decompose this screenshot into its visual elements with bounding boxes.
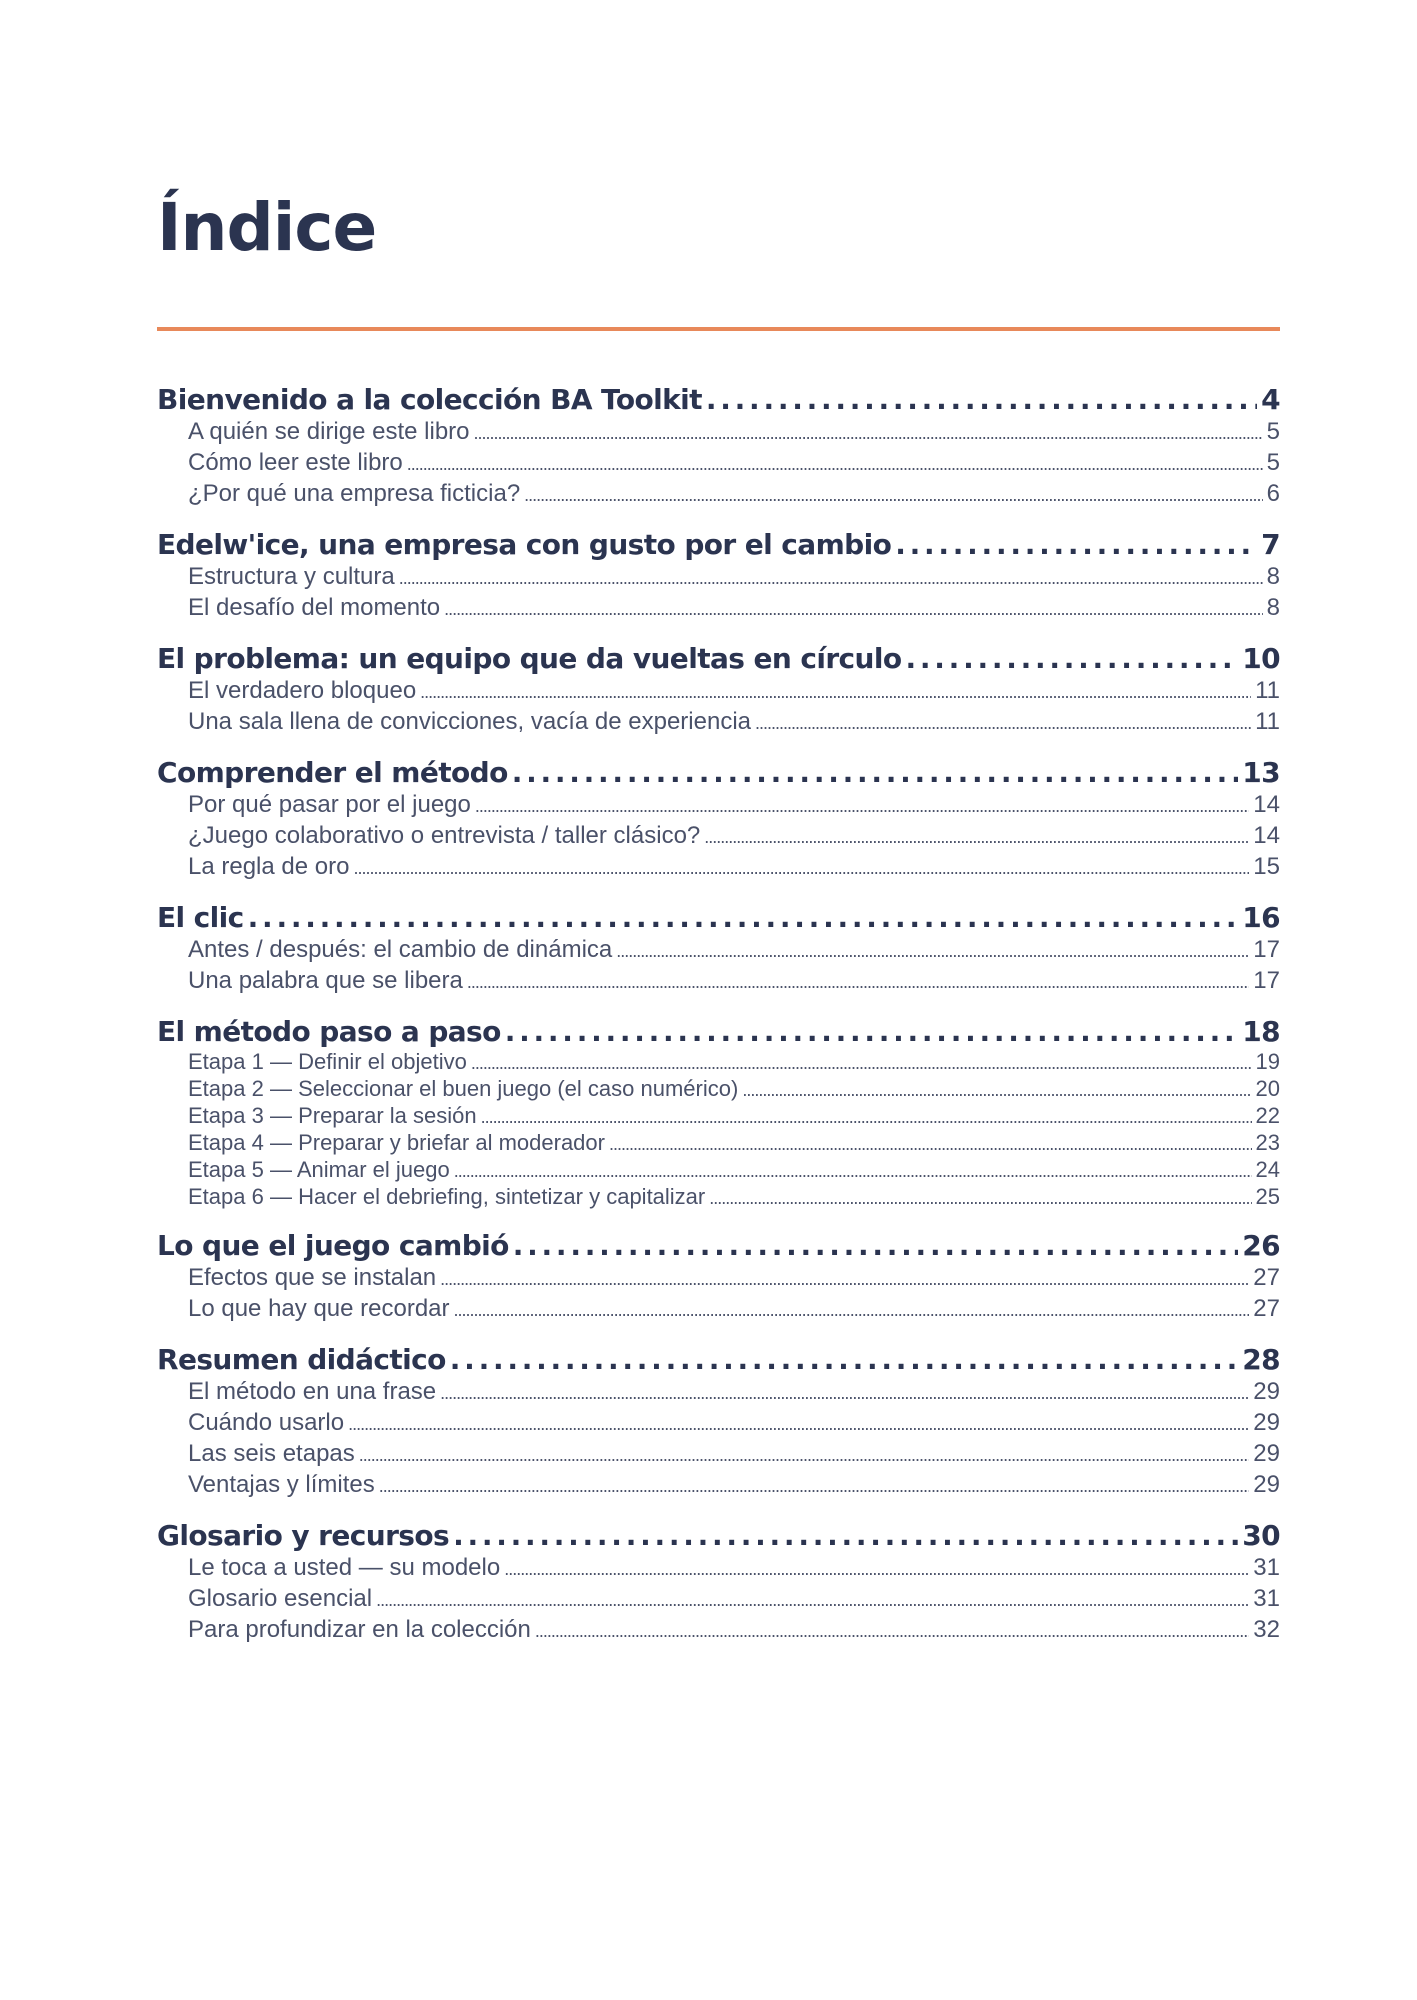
toc-subsection-entry[interactable] (157, 1470, 1280, 1501)
toc-subsection-entry[interactable] (157, 707, 1280, 738)
toc-dot-leader (444, 593, 1263, 624)
toc-subsection-page: 20 (1255, 1076, 1280, 1101)
toc-dot-leader (906, 642, 1239, 676)
toc-section (157, 756, 1280, 883)
toc-dot-leader (407, 448, 1263, 479)
toc-subsection-entry[interactable] (157, 1294, 1280, 1325)
toc-dot-leader (616, 935, 1249, 966)
toc-chapter-page: 28 (1242, 1343, 1280, 1376)
toc-subsection-page: 22 (1255, 1103, 1280, 1128)
toc-subsection-page: 29 (1253, 1409, 1280, 1436)
toc-dot-leader (513, 1229, 1238, 1263)
toc-subsection-title: El desafío del momento (188, 594, 441, 621)
toc-subsection-page: 6 (1266, 480, 1280, 507)
toc-section (157, 901, 1280, 997)
toc-subsection-title: Antes / después: el cambio de dinámica (188, 936, 613, 963)
toc-subsection-page: 15 (1253, 853, 1280, 880)
toc-dot-leader (440, 1263, 1249, 1294)
toc-chapter-entry[interactable] (157, 1343, 1280, 1377)
toc-chapter-title: Lo que el juego cambió (157, 1229, 509, 1262)
toc-subsection-entry[interactable] (157, 448, 1280, 479)
toc-subsection-page: 32 (1253, 1616, 1280, 1643)
toc-subsection-title: Estructura y cultura (188, 563, 395, 590)
table-of-contents (157, 383, 1280, 1664)
toc-subsection-title: Por qué pasar por el juego (188, 791, 471, 818)
toc-dot-leader (471, 1049, 1252, 1076)
toc-dot-leader (481, 1103, 1252, 1130)
toc-subsection-entry[interactable] (157, 1584, 1280, 1615)
toc-subsection-page: 29 (1253, 1378, 1280, 1405)
toc-subsection-entry[interactable] (157, 1184, 1280, 1211)
toc-subsection-title: Cuándo usarlo (188, 1409, 345, 1436)
toc-subsection-title: Cómo leer este libro (188, 449, 403, 476)
toc-subsection-entry[interactable] (157, 676, 1280, 707)
toc-chapter-page: 26 (1242, 1229, 1280, 1262)
toc-subsection-title: La regla de oro (188, 853, 350, 880)
toc-subsection-title: El verdadero bloqueo (188, 677, 417, 704)
toc-subsection-title: A quién se dirige este libro (188, 418, 470, 445)
toc-dot-leader (895, 528, 1257, 562)
toc-subsection-title: Etapa 1 — Definir el objetivo (188, 1049, 467, 1074)
toc-subsection-entry[interactable] (157, 821, 1280, 852)
toc-chapter-page: 30 (1242, 1519, 1280, 1552)
toc-chapter-page: 13 (1242, 756, 1280, 789)
toc-subsection-title: Etapa 6 — Hacer el debriefing, sintetizar y capitalizar (188, 1184, 706, 1209)
toc-chapter-entry[interactable] (157, 383, 1280, 417)
toc-dot-leader (524, 479, 1262, 510)
toc-subsection-title: Lo que hay que recordar (188, 1295, 450, 1322)
toc-chapter-title: El problema: un equipo que da vueltas en círculo (157, 642, 902, 675)
toc-subsection-entry[interactable] (157, 1553, 1280, 1584)
toc-dot-leader (454, 1294, 1250, 1325)
toc-subsection-title: Una palabra que se libera (188, 967, 463, 994)
toc-subsection-page: 5 (1266, 418, 1280, 445)
toc-subsection-title: Para profundizar en la colección (188, 1616, 531, 1643)
toc-chapter-entry[interactable] (157, 1519, 1280, 1553)
toc-section (157, 1229, 1280, 1325)
toc-dot-leader (535, 1615, 1249, 1646)
toc-section (157, 383, 1280, 510)
toc-dot-leader (475, 790, 1249, 821)
toc-subsection-title: Le toca a usted — su modelo (188, 1554, 501, 1581)
toc-dot-leader (379, 1470, 1250, 1501)
toc-subsection-entry[interactable] (157, 417, 1280, 448)
toc-dot-leader (474, 417, 1263, 448)
toc-subsection-entry[interactable] (157, 593, 1280, 624)
toc-subsection-title: ¿Por qué una empresa ficticia? (188, 480, 521, 507)
toc-chapter-title: Edelw'ice, una empresa con gusto por el cambio (157, 528, 892, 561)
toc-dot-leader (467, 966, 1249, 997)
toc-subsection-title: Ventajas y límites (188, 1471, 375, 1498)
toc-chapter-page: 10 (1242, 642, 1280, 675)
toc-subsection-entry[interactable] (157, 1157, 1280, 1184)
toc-dot-leader (709, 1184, 1251, 1211)
toc-chapter-page: 18 (1242, 1015, 1280, 1048)
toc-dot-leader (706, 383, 1257, 417)
toc-subsection-page: 17 (1253, 967, 1280, 994)
toc-subsection-entry[interactable] (157, 1263, 1280, 1294)
toc-subsection-entry[interactable] (157, 1377, 1280, 1408)
toc-subsection-entry[interactable] (157, 935, 1280, 966)
toc-chapter-entry[interactable] (157, 901, 1280, 935)
toc-subsection-title: Efectos que se instalan (188, 1264, 437, 1291)
toc-subsection-page: 14 (1253, 791, 1280, 818)
toc-chapter-entry[interactable] (157, 756, 1280, 790)
toc-dot-leader (609, 1130, 1252, 1157)
toc-subsection-entry[interactable] (157, 790, 1280, 821)
toc-subsection-page: 29 (1253, 1471, 1280, 1498)
toc-section (157, 1343, 1280, 1501)
toc-subsection-page: 11 (1255, 677, 1280, 704)
toc-chapter-title: Bienvenido a la colección BA Toolkit (157, 383, 702, 416)
toc-section (157, 528, 1280, 624)
toc-subsection-entry[interactable] (157, 562, 1280, 593)
toc-dot-leader (376, 1584, 1249, 1615)
toc-dot-leader (348, 1408, 1249, 1439)
toc-section (157, 1015, 1280, 1211)
toc-subsection-title: Las seis etapas (188, 1440, 355, 1467)
title-divider (157, 327, 1280, 331)
toc-subsection-title: ¿Juego colaborativo o entrevista / taller clásico? (188, 822, 701, 849)
toc-chapter-entry[interactable] (157, 642, 1280, 676)
toc-dot-leader (359, 1439, 1250, 1470)
toc-subsection-page: 29 (1253, 1440, 1280, 1467)
toc-subsection-entry[interactable] (157, 1076, 1280, 1103)
toc-dot-leader (512, 756, 1239, 790)
toc-section (157, 642, 1280, 738)
toc-subsection-page: 14 (1253, 822, 1280, 849)
toc-subsection-page: 27 (1253, 1264, 1280, 1291)
toc-dot-leader (742, 1076, 1251, 1103)
toc-chapter-title: Comprender el método (157, 756, 508, 789)
toc-dot-leader (504, 1553, 1249, 1584)
toc-subsection-entry[interactable] (157, 1103, 1280, 1130)
toc-dot-leader (505, 1015, 1238, 1049)
page-title: Índice (157, 189, 377, 266)
toc-dot-leader (248, 901, 1239, 935)
toc-subsection-page: 31 (1253, 1554, 1280, 1581)
toc-subsection-title: Glosario esencial (188, 1585, 373, 1612)
toc-subsection-page: 31 (1253, 1585, 1280, 1612)
toc-subsection-page: 8 (1266, 594, 1280, 621)
toc-subsection-page: 24 (1255, 1157, 1280, 1182)
toc-chapter-title: Resumen didáctico (157, 1343, 446, 1376)
toc-subsection-page: 23 (1255, 1130, 1280, 1155)
toc-subsection-page: 19 (1255, 1049, 1280, 1074)
toc-dot-leader (704, 821, 1249, 852)
toc-section (157, 1519, 1280, 1646)
toc-subsection-title: Etapa 4 — Preparar y briefar al moderador (188, 1130, 605, 1155)
toc-subsection-page: 8 (1266, 563, 1280, 590)
toc-subsection-entry[interactable] (157, 1615, 1280, 1646)
toc-chapter-entry[interactable] (157, 1015, 1280, 1049)
toc-chapter-title: Glosario y recursos (157, 1519, 450, 1552)
toc-subsection-entry[interactable] (157, 1130, 1280, 1157)
toc-subsection-title: Etapa 2 — Seleccionar el buen juego (el caso numérico) (188, 1076, 739, 1101)
toc-subsection-entry[interactable] (157, 966, 1280, 997)
toc-subsection-entry[interactable] (157, 479, 1280, 510)
toc-subsection-page: 27 (1253, 1295, 1280, 1322)
document-page (157, 0, 1280, 2000)
toc-subsection-page: 17 (1253, 936, 1280, 963)
toc-chapter-page: 7 (1261, 528, 1280, 561)
toc-subsection-page: 11 (1255, 708, 1280, 735)
toc-chapter-entry[interactable] (157, 528, 1280, 562)
toc-chapter-title: El clic (157, 901, 244, 934)
toc-subsection-entry[interactable] (157, 1408, 1280, 1439)
toc-chapter-title: El método paso a paso (157, 1015, 501, 1048)
toc-subsection-page: 5 (1266, 449, 1280, 476)
toc-subsection-entry[interactable] (157, 1439, 1280, 1470)
toc-dot-leader (755, 707, 1251, 738)
toc-chapter-entry[interactable] (157, 1229, 1280, 1263)
toc-dot-leader (353, 852, 1249, 883)
toc-subsection-page: 25 (1255, 1184, 1280, 1209)
toc-dot-leader (450, 1343, 1238, 1377)
toc-subsection-title: Una sala llena de convicciones, vacía de experiencia (188, 708, 752, 735)
toc-dot-leader (399, 562, 1263, 593)
toc-subsection-title: El método en una frase (188, 1378, 437, 1405)
toc-subsection-entry[interactable] (157, 852, 1280, 883)
toc-dot-leader (440, 1377, 1249, 1408)
toc-dot-leader (453, 1519, 1238, 1553)
toc-subsection-title: Etapa 3 — Preparar la sesión (188, 1103, 477, 1128)
toc-chapter-page: 4 (1261, 383, 1280, 416)
toc-dot-leader (420, 676, 1251, 707)
toc-chapter-page: 16 (1242, 901, 1280, 934)
toc-dot-leader (454, 1157, 1252, 1184)
toc-subsection-entry[interactable] (157, 1049, 1280, 1076)
toc-subsection-title: Etapa 5 — Animar el juego (188, 1157, 450, 1182)
